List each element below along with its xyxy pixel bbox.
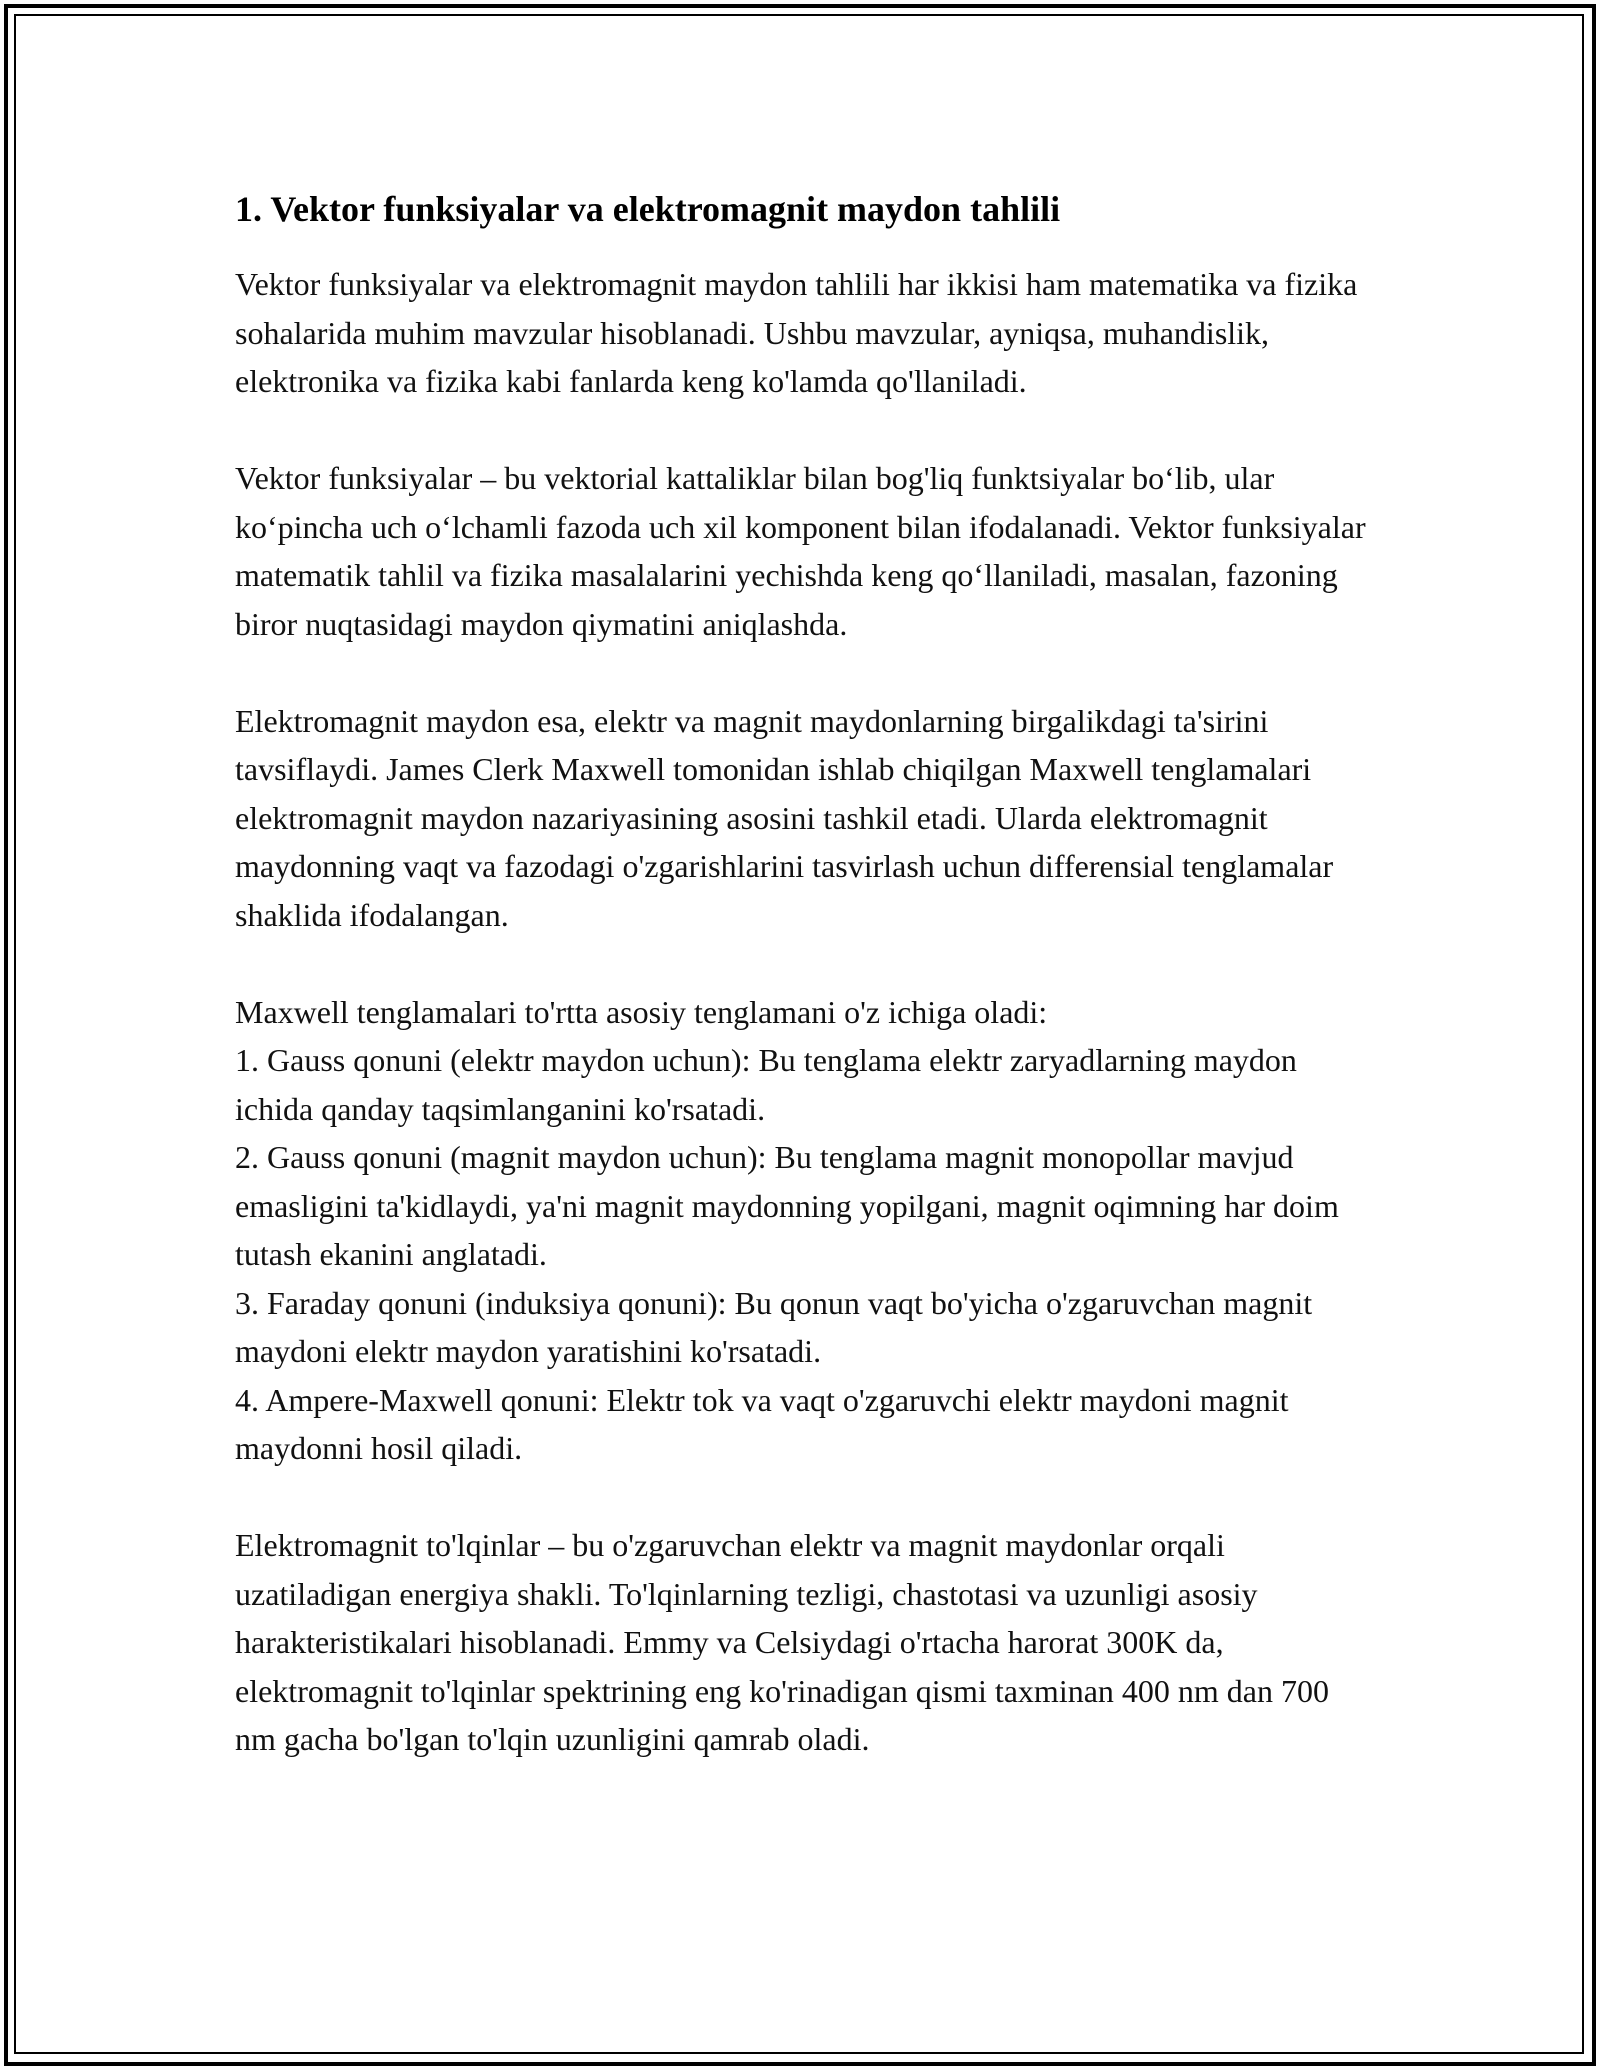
maxwell-item-gauss-magnetic: 2. Gauss qonuni (magnit maydon uchun): Bu tenglama magnit monopollar mavjud emasligini ta'kidlaydi, ya'ni magnit maydonning yopilgani, magnit oqimning har doim tutash ekanini anglatadi. bbox=[235, 1139, 1339, 1272]
paragraph-em-waves: Elektromagnit to'lqinlar – bu o'zgaruvchan elektr va magnit maydonlar orqali uzatiladigan energiya shakli. To'lqinlarning tezligi, chastotasi va uzunligi asosiy harakteristikalari hisoblanadi. Emmy va Celsiydagi o'rtacha harorat 300K da, elektromagnit to'lqinlar spektrining eng ko'rinadigan qismi taxminan 400 nm dan 700 nm gacha bo'lgan to'lqin uzunligini qamrab oladi. bbox=[235, 1527, 1329, 1757]
paragraph-intro: Vektor funksiyalar va elektromagnit maydon tahlili har ikkisi ham matematika va fizika sohalarida muhim mavzular hisoblanadi. Ushbu mavzular, ayniqsa, muhandislik, elektronika va fizika kabi fanlarda keng ko'lamda qo'llaniladi. bbox=[235, 266, 1358, 399]
paragraph-spacer bbox=[235, 1473, 1375, 1522]
maxwell-intro: Maxwell tenglamalari to'rtta asosiy tenglamani o'z ichiga oladi: bbox=[235, 993, 1048, 1030]
section-heading: 1. Vektor funksiyalar va elektromagnit maydon tahlili bbox=[235, 189, 1061, 229]
paragraph-spacer bbox=[235, 939, 1375, 988]
paragraph-vector-functions: Vektor funksiyalar – bu vektorial kattaliklar bilan bog'liq funktsiyalar bo‘lib, ular ko‘pincha uch o‘lchamli fazoda uch xil komponent bilan ifodalanadi. Vektor funksiyalar matematik tahlil va fizika masalalarini yechishda keng qo‘llaniladi, masalan, fazoning biror nuqtasidagi maydon qiymatini aniqlashda. bbox=[235, 460, 1366, 642]
maxwell-item-ampere: 4. Ampere-Maxwell qonuni: Elektr tok va vaqt o'zgaruvchi elektr maydoni magnit maydonni hosil qiladi. bbox=[235, 1381, 1289, 1466]
maxwell-item-gauss-electric: 1. Gauss qonuni (elektr maydon uchun): Bu tenglama elektr zaryadlarning maydon ichida qanday taqsimlanganini ko'rsatadi. bbox=[235, 1042, 1297, 1127]
paragraph-spacer bbox=[235, 406, 1375, 455]
maxwell-item-faraday: 3. Faraday qonuni (induksiya qonuni): Bu qonun vaqt bo'yicha o'zgaruvchan magnit maydoni elektr maydon yaratishini ko'rsatadi. bbox=[235, 1284, 1313, 1369]
document-body bbox=[235, 186, 1375, 1764]
paragraph-spacer bbox=[235, 648, 1375, 697]
paragraph-electromagnetic-field: Elektromagnit maydon esa, elektr va magnit maydonlarning birgalikdagi ta'sirini tavsiflaydi. James Clerk Maxwell tomonidan ishlab chiqilgan Maxwell tenglamalari elektromagnit maydon nazariyasining asosini tashkil etadi. Ularda elektromagnit maydonning vaqt va fazodagi o'zgarishlarini tasvirlash uchun differensial tenglamalar shaklida ifodalangan. bbox=[235, 702, 1334, 933]
